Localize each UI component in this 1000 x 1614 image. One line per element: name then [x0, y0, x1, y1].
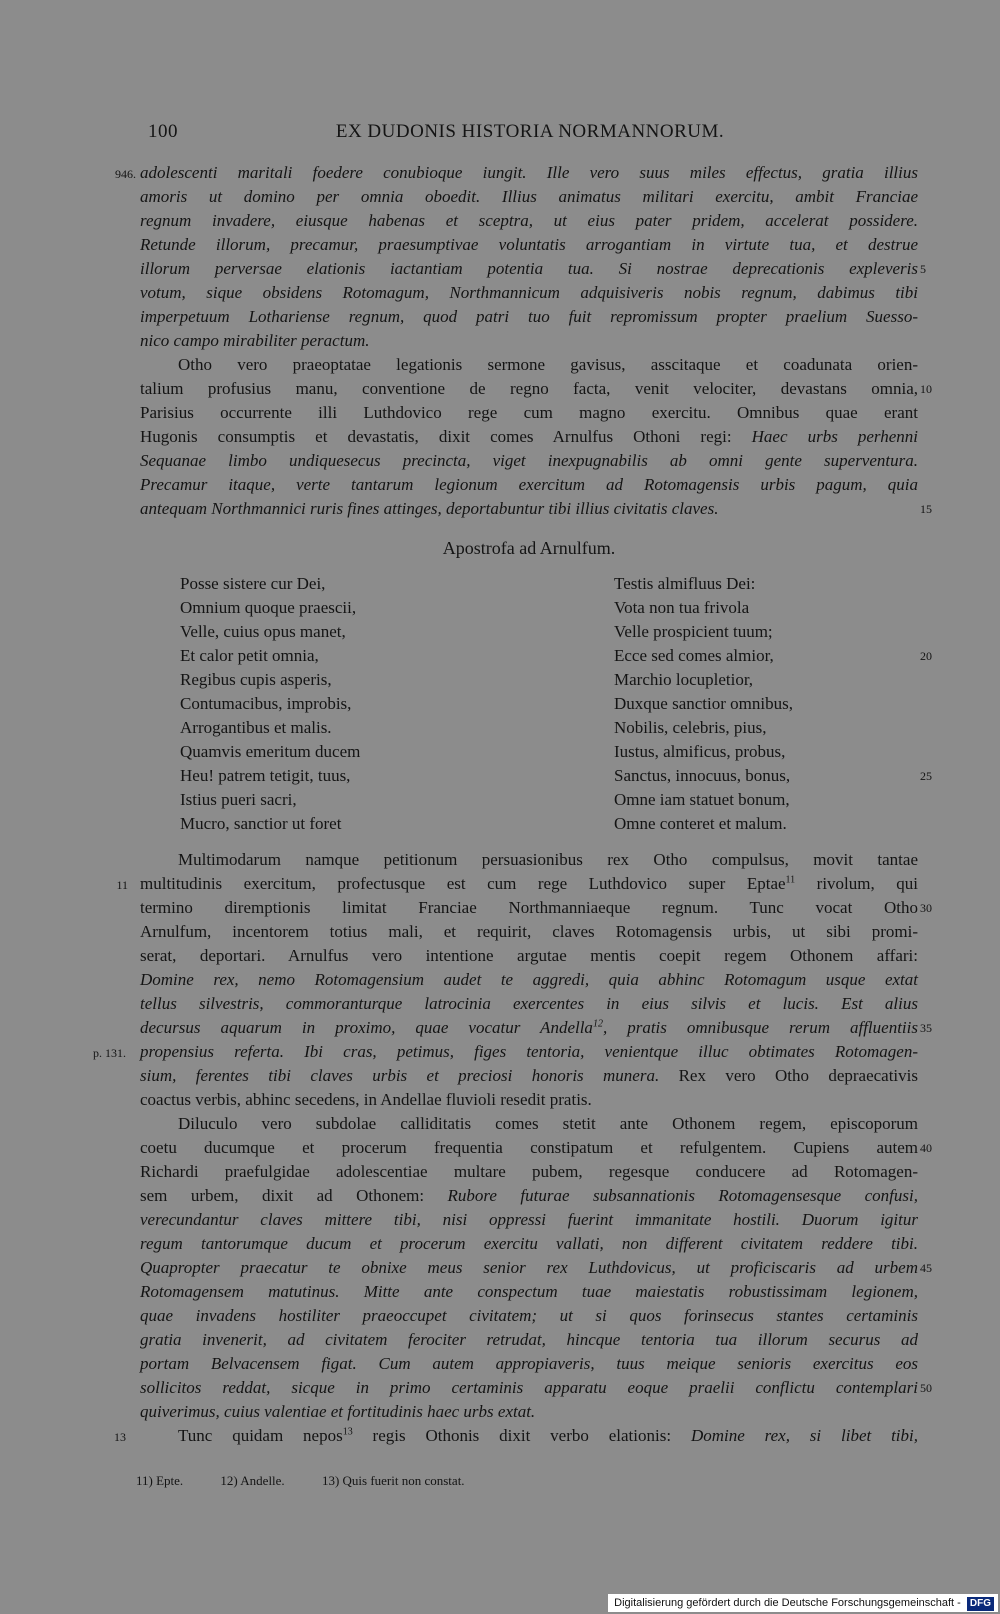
verse-line: Duxque sanctior omnibus,: [614, 694, 793, 713]
text-line: quae invadens hostiliter praeoccupet civitatem; ut si quos forinsecus stantes certaminis: [140, 1306, 918, 1325]
footnote: 11) Epte.: [136, 1473, 184, 1488]
text-line: regnum invadere, eiusque habenas et sceptra, ut eius pater pridem, accelerat possidere.: [140, 211, 918, 230]
footnote: 13) Quis fuerit non constat.: [321, 1473, 465, 1488]
text-line: Retunde illorum, precamur, praesumptivae voluntatis arrogantiam in virtute tua, et destrue: [140, 235, 918, 254]
line-number: 20: [920, 649, 932, 663]
verse-line: Posse sistere cur Dei,: [180, 574, 326, 593]
text-line: Tunc quidam nepos$^{13}$ regis Othonis dixit verbo elationis: Domine rex, si libet tibi,: [178, 1426, 918, 1445]
text-line: illorum perversae elationis iactantiam potentia tua. Si nostrae deprecationis expleveris: [140, 259, 918, 278]
verse-line: Vota non tua frivola: [614, 598, 750, 617]
footnotes: [136, 1473, 499, 1489]
margin-year: 946.: [115, 167, 136, 181]
text-line: sollicitos reddat, sicque in primo certaminis apparatu eoque praelii conflictu contemplari: [140, 1378, 918, 1397]
verse-line: Regibus cupis asperis,: [180, 670, 332, 689]
verse-line: Testis almifluus Dei:: [614, 574, 756, 593]
margin-page-ref: p. 131.: [93, 1046, 126, 1060]
text-line: sium, ferentes tibi claves urbis et preciosi honoris munera. Rex vero Otho depraecativis: [140, 1066, 918, 1085]
text-line: gratia invenerit, ad civitatem ferociter retrudat, hincque tentoria tua illorum securus ad: [140, 1330, 918, 1349]
verse-line: Omne conteret et malum.: [614, 814, 787, 833]
line-number: 45: [920, 1261, 932, 1275]
verse-line: Sanctus, innocuus, bonus,: [614, 766, 791, 785]
text-line: adolescenti maritali foedere conubioque iungit. Ille vero suus miles effectus, gratia illius: [140, 163, 918, 182]
verse-line: Ecce sed comes almior,: [614, 646, 774, 665]
page-number: 100: [148, 121, 178, 142]
verse-line: Istius pueri sacri,: [180, 790, 297, 809]
digitization-credit: [608, 1594, 998, 1612]
line-number: 40: [920, 1141, 932, 1155]
line-number: 30: [920, 901, 932, 915]
text-line: decursus aquarum in proximo, quae vocatur Andella$^{12}$, pratis omnibusque rerum affluentiis: [140, 1018, 918, 1037]
credit-text: Digitalisierung gefördert durch die Deutsche Forschungsgemeinschaft -: [614, 1597, 961, 1609]
text-line: imperpetuum Lothariense regnum, quod patri tuo fuit repromissum propter praelium Suesso-: [140, 307, 918, 326]
text-line: Rotomagensem matutinus. Mitte ante conspectum tuae maiestatis robustissimam legionem,: [140, 1282, 918, 1301]
text-line: multitudinis exercitum, profectusque est cum rege Luthdovico super Eptae$^{11}$ rivolum, qui: [140, 874, 918, 893]
line-number: 25: [920, 769, 932, 783]
text-line: Domine rex, nemo Rotomagensium audet te aggredi, quia abhinc Rotomagum usque extat: [140, 970, 918, 989]
text-line: Sequanae limbo undiquesecus precincta, viget inexpugnabilis ab omni gente superventura.: [140, 451, 918, 470]
verse-line: Omnium quoque praescii,: [180, 598, 357, 617]
text-line: termino diremptionis limitat Franciae Northmanniaeque regnum. Tunc vocat Otho: [140, 898, 918, 917]
verse-line: Marchio locupletior,: [614, 670, 754, 689]
text-line: amoris ut domino per omnia oboedit. Illius animatus militari exercitu, ambit Franciae: [140, 187, 918, 206]
text-line: Arnulfum, incentorem totius mali, et requirit, claves Rotomagensis urbis, ut sibi promi-: [140, 922, 918, 941]
line-number: 5: [920, 262, 926, 276]
text-line: portam Belvacensem figat. Cum autem appropiaveris, tuus meique senioris exercitus eos: [140, 1354, 918, 1373]
poem-right-column: [614, 572, 793, 836]
text-line: antequam Northmannici ruris fines attinges, deportabuntur tibi illius civitatis claves.: [140, 499, 719, 518]
poem-left-column: [180, 572, 360, 836]
verse-line: Contumacibus, improbis,: [180, 694, 352, 713]
verse-line: Nobilis, celebris, pius,: [614, 718, 767, 737]
text-line: Hugonis consumptis et devastatis, dixit comes Arnulfus Othoni regi: Haec urbs perhenni: [140, 427, 919, 446]
dfg-logo: DFG: [967, 1597, 994, 1611]
text-line: Quapropter praecatur te obnixe meus senior rex Luthdovicus, ut proficiscaris ad urbem: [140, 1258, 918, 1277]
verse-line: Arrogantibus et malis.: [180, 718, 332, 737]
text-line: nico campo mirabiliter peractum.: [140, 331, 370, 350]
verse-line: Velle prospicient tuum;: [614, 622, 773, 641]
text-line: coactus verbis, abhinc secedens, in Andellae fluvioli resedit pratis.: [140, 1090, 592, 1109]
line-number: 15: [920, 502, 932, 516]
page-header: [140, 121, 920, 147]
text-line: verecundantur claves mittere tibi, nisi oppressi fuerint immanitate hostili. Duorum igitur: [140, 1210, 918, 1229]
footnote-ref: 11: [785, 874, 796, 886]
running-title: EX DUDONIS HISTORIA NORMANNORUM.: [335, 121, 725, 142]
text-line: coetu ducumque et procerum frequentia constipatum et refulgentem. Cupiens autem: [140, 1138, 918, 1157]
text-line: tellus silvestris, commoranturque latrocinia exercentes in eius silvis et lucis. Est alius: [140, 994, 918, 1013]
verse-line: Et calor petit omnia,: [180, 646, 319, 665]
poem-title: Apostrofa ad Arnulfum.: [442, 538, 616, 558]
text-line: Otho vero praeoptatae legationis sermone gavisus, asscitaque et coadunata orien-: [178, 355, 918, 374]
line-number: 35: [920, 1021, 932, 1035]
footnote: 12) Andelle.: [220, 1473, 285, 1488]
verse-line: Heu! patrem tetigit, tuus,: [180, 766, 351, 785]
text-line: sem urbem, dixit ad Othonem: Rubore futurae subsannationis Rotomagensesque confusi,: [140, 1186, 918, 1205]
margin-note-ref: 11: [116, 878, 128, 892]
text-line: propensius referta. Ibi cras, petimus, figes tentoria, venientque illuc obtimates Rotomagen-: [140, 1042, 918, 1061]
footnote-ref: 13: [342, 1426, 353, 1438]
footnote-ref: 12: [592, 1018, 603, 1030]
text-line: Diluculo vero subdolae calliditatis comes stetit ante Othonem regem, episcoporum: [178, 1114, 918, 1133]
verse-line: Quamvis emeritum ducem: [180, 742, 361, 761]
margin-note-ref: 13: [114, 1430, 126, 1444]
text-line: Precamur itaque, verte tantarum legionum exercitum ad Rotomagensis urbis pagum, quia: [140, 475, 918, 494]
verse-line: Iustus, almificus, probus,: [614, 742, 786, 761]
verse-line: Mucro, sanctior ut foret: [180, 814, 342, 833]
text-line: talium profusius manu, conventione de regno facta, venit velociter, devastans omnia,: [140, 379, 918, 398]
text-line: votum, sique obsidens Rotomagum, Northmannicum adquisiveris nobis regnum, dabimus tibi: [140, 283, 918, 302]
text-line: quiverimus, cuius valentiae et fortitudinis haec urbs extat.: [140, 1402, 536, 1421]
text-line: Richardi praefulgidae adolescentiae multare pubem, regesque conducere ad Rotomagen-: [140, 1162, 918, 1181]
text-line: Multimodarum namque petitionum persuasionibus rex Otho compulsus, movit tantae: [178, 850, 918, 869]
line-number: 50: [920, 1381, 932, 1395]
line-number: 10: [920, 382, 932, 396]
text-line: serat, deportari. Arnulfus vero intentione argutae mentis coepit regem Othonem affari:: [140, 946, 918, 965]
text-line: Parisius occurrente illi Luthdovico rege cum magno exercitu. Omnibus quae erant: [140, 403, 918, 422]
text-line: regum tantorumque ducum et procerum exercitu vallati, non different civitatem reddere tibi.: [140, 1234, 918, 1253]
verse-line: Omne iam statuet bonum,: [614, 790, 790, 809]
verse-line: Velle, cuius opus manet,: [180, 622, 346, 641]
